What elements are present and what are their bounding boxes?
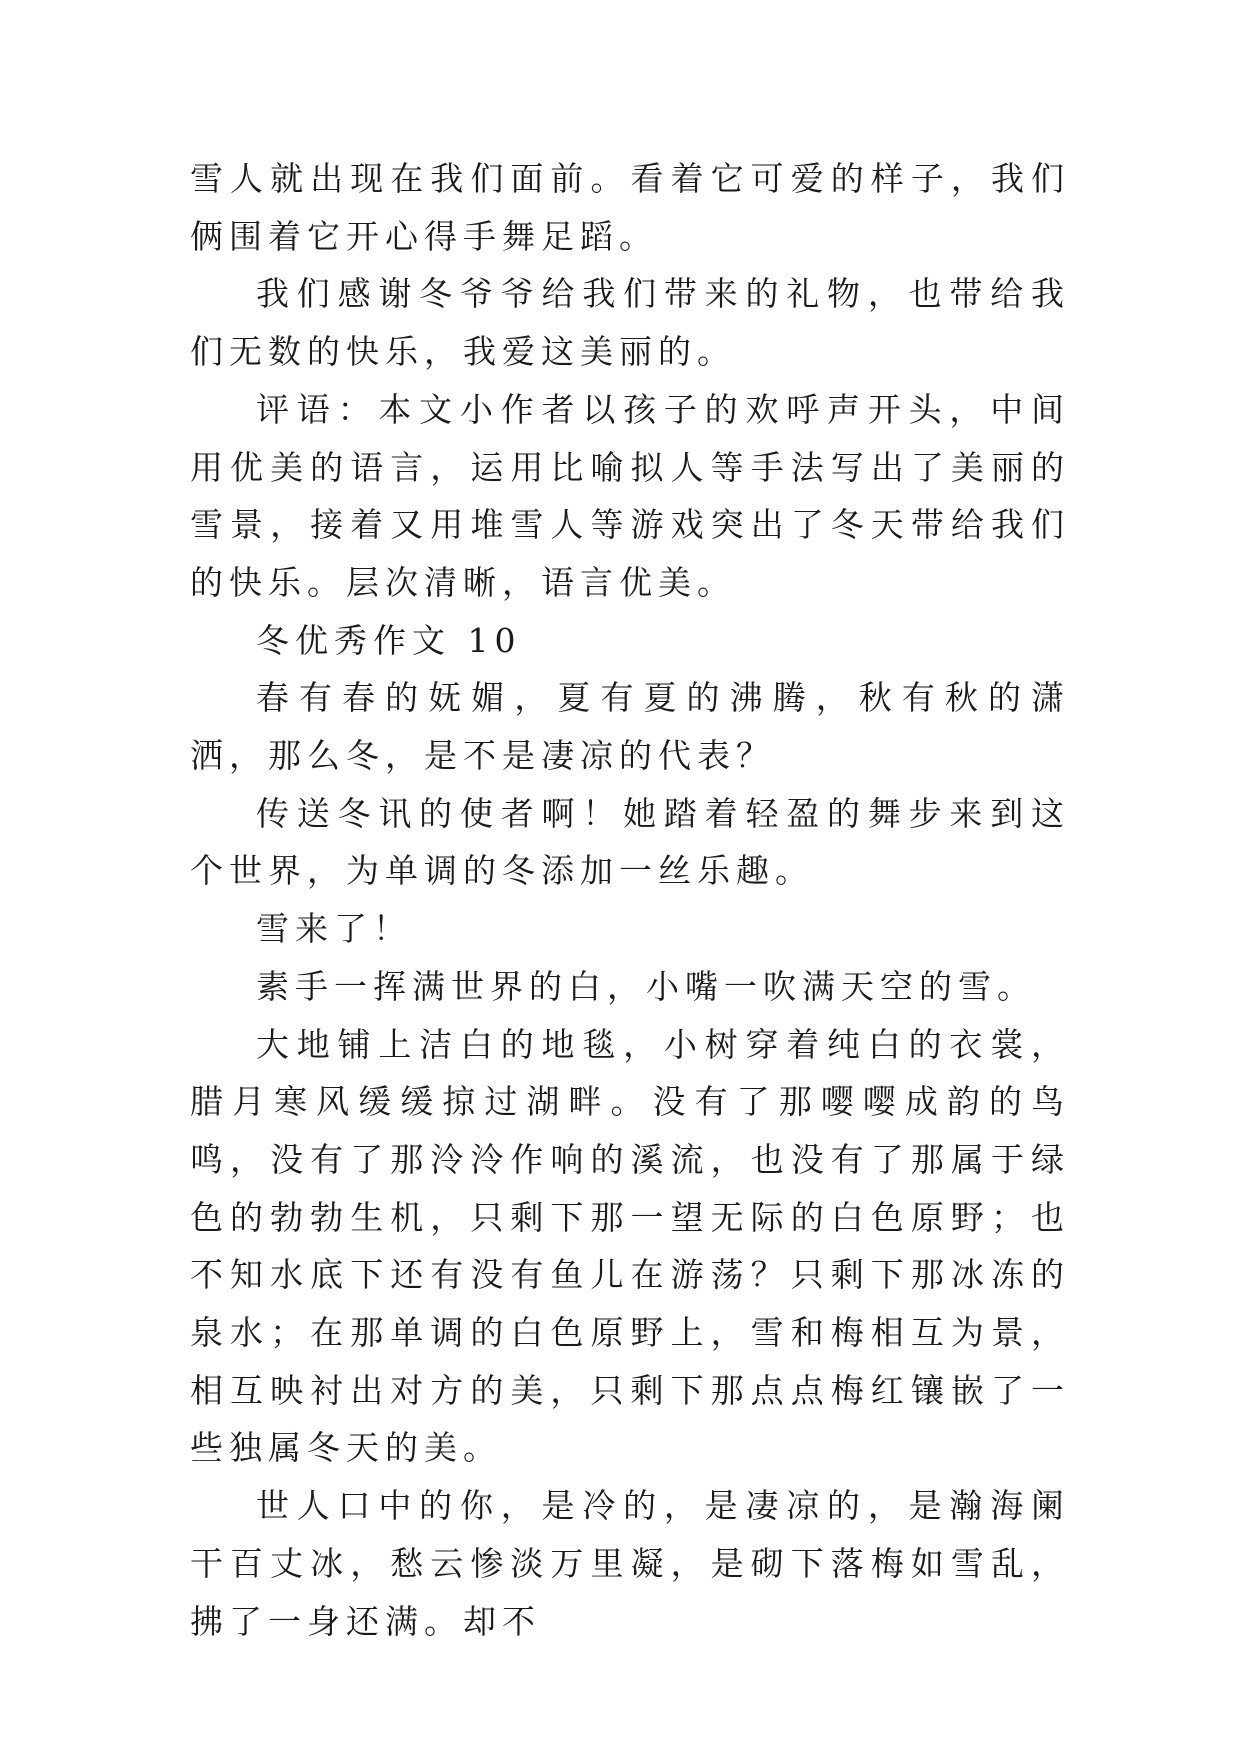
paragraph-9: 大地铺上洁白的地毯，小树穿着纯白的衣裳，腊月寒风缓缓掠过湖畔。没有了那嘤嘤成韵的鸟鸣，没有了那泠泠作响的溪流，也没有了那属于绿色的勃勃生机，只剩下那一望无际的白色原野；也不知水底下还有没有鱼儿在游荡？只剩下那冰冻的泉水；在那单调的白色原野上，雪和梅相互为景，相互映衬出对方的美，只剩下那点点梅红镶嵌了一些独属冬天的美。 — [190, 1024, 1070, 1468]
paragraph-7: 雪来了！ — [256, 909, 412, 949]
paragraph-10: 世人口中的你，是冷的，是凄凉的，是瀚海阑干百丈冰，愁云惨淡万里凝，是砌下落梅如雪乱，拂了一身还满。却不 — [190, 1486, 1070, 1641]
section-heading: 冬优秀作文 10 — [256, 620, 522, 660]
paragraph-8: 素手一挥满世界的白，小嘴一吹满天空的雪。 — [256, 966, 1036, 1006]
document-page — [190, 0, 1070, 1754]
paragraph-3-review: 评语：本文小作者以孩子的欢呼声开头，中间用优美的语言，运用比喻拟人等手法写出了美丽的雪景，接着又用堆雪人等游戏突出了冬天带给我们的快乐。层次清晰，语言优美。 — [190, 389, 1070, 602]
paragraph-5: 春有春的妩媚，夏有夏的沸腾，秋有秋的潇洒，那么冬，是不是凄凉的代表？ — [190, 678, 1070, 776]
document-body — [190, 0, 1070, 1650]
paragraph-1: 雪人就出现在我们面前。看着它可爱的样子，我们俩围着它开心得手舞足蹈。 — [190, 159, 1070, 256]
paragraph-6: 传送冬讯的使者啊！她踏着轻盈的舞步来到这个世界，为单调的冬添加一丝乐趣。 — [190, 793, 1070, 891]
paragraph-2: 我们感谢冬爷爷给我们带来的礼物，也带给我们无数的快乐，我爱这美丽的。 — [190, 274, 1070, 372]
